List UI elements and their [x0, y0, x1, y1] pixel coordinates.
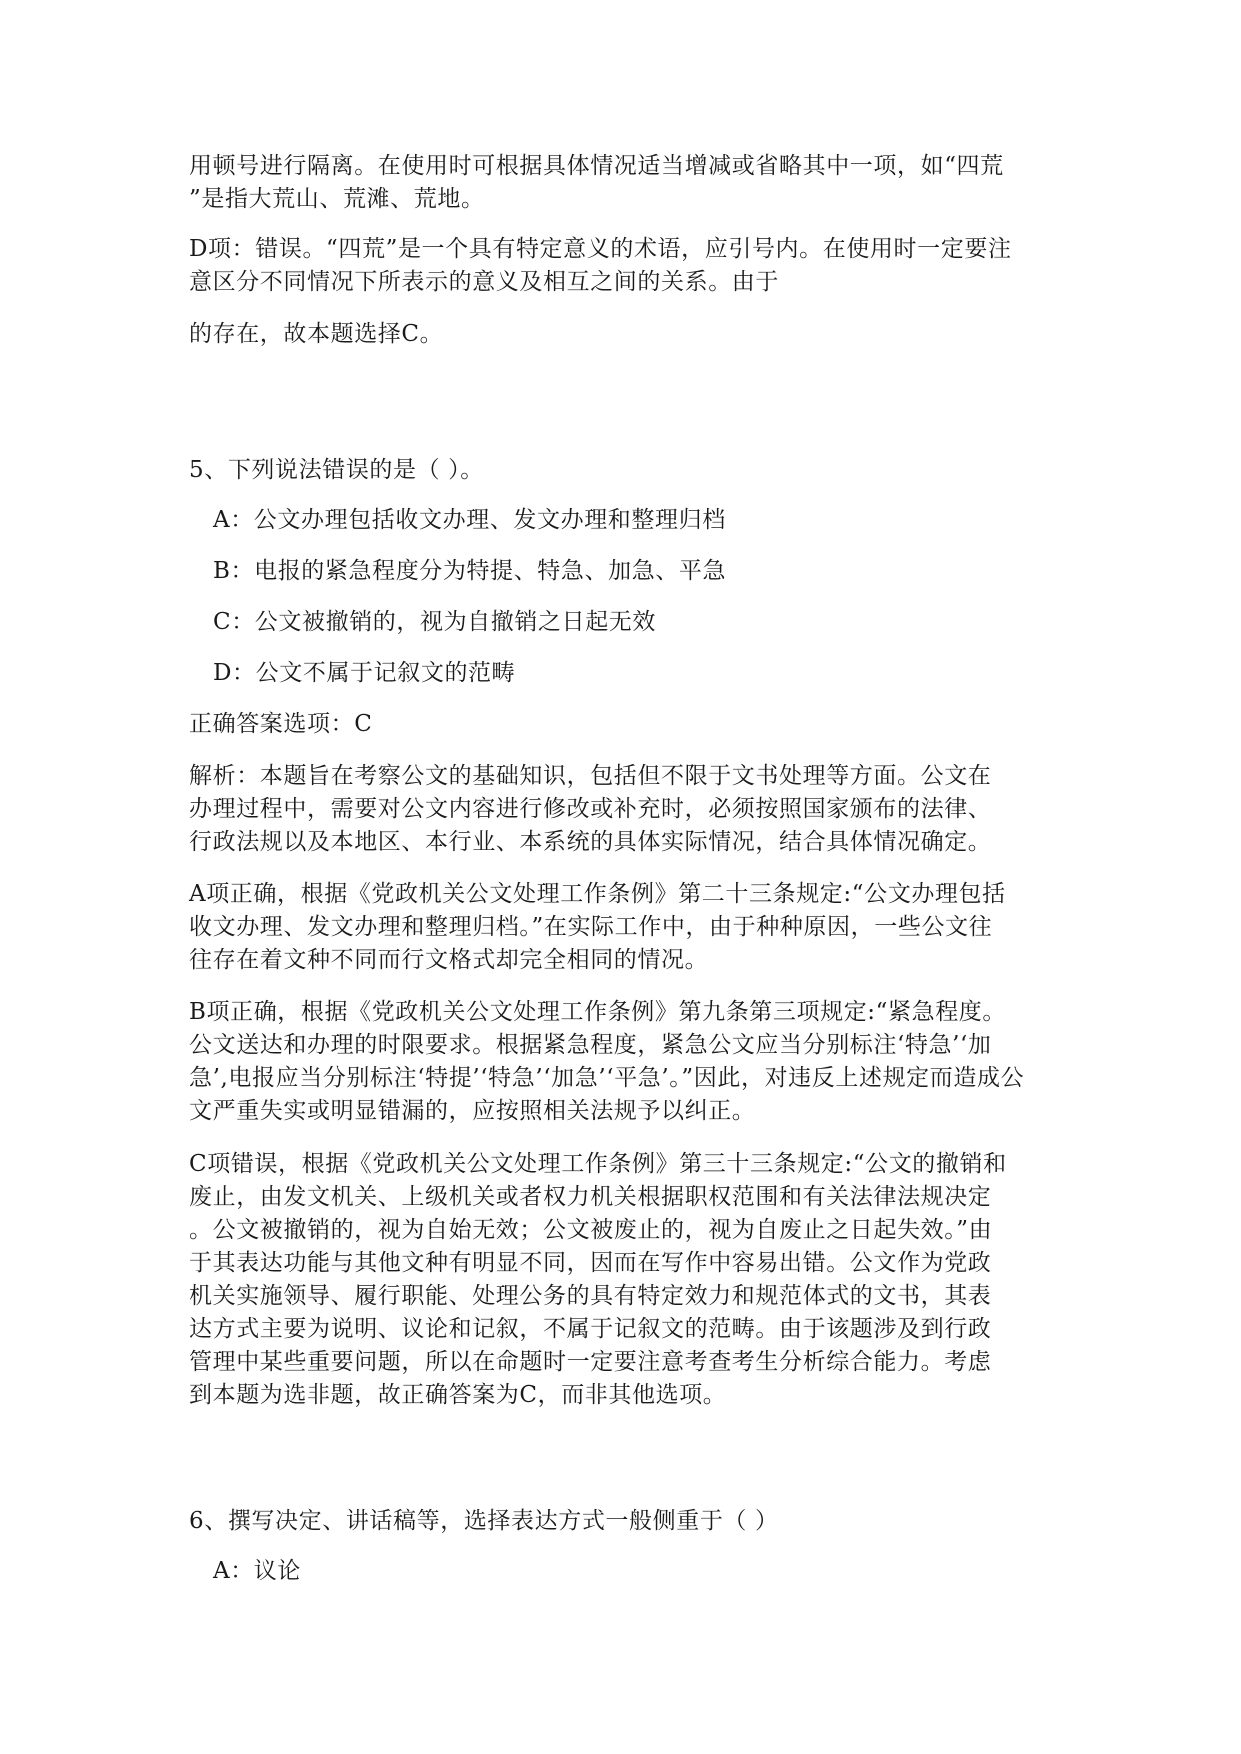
question-5-answer: [189, 708, 1059, 741]
question-text: 6、撰写决定、讲话稿等，选择表达方式一般侧重于（ ）: [189, 1508, 779, 1534]
analysis-paragraph-a: [189, 878, 1059, 977]
paragraph-line: B项正确，根据《党政机关公文处理工作条例》第九条第三项规定:“紧急程度。: [189, 999, 1007, 1025]
paragraph-line: 行政法规以及本地区、本行业、本系统的具体实际情况，结合具体情况确定。: [189, 829, 992, 855]
paragraph-line: 意区分不同情况下所表示的意义及相互之间的关系。由于: [189, 269, 779, 295]
paragraph-line: C项错误，根据《党政机关公文处理工作条例》第三十三条规定:“公文的撤销和: [189, 1151, 1007, 1177]
paragraph-line: 公文送达和办理的时限要求。根据紧急程度，紧急公文应当分别标注‘特急’‘加: [189, 1032, 992, 1058]
paragraph-line: 废止，由发文机关、上级机关或者权力机关根据职权范围和有关法律法规决定: [189, 1184, 992, 1210]
question-6-title: [189, 1505, 1059, 1538]
paragraph-line: 文严重失实或明显错漏的，应按照相关法规予以纠正。: [189, 1098, 756, 1124]
question-5-option-b: B：电报的紧急程度分为特提、特急、加急、平急: [213, 558, 727, 584]
analysis-paragraph-1: [189, 760, 1059, 859]
option-d-explanation: [189, 233, 1059, 299]
analysis-paragraph-c: [189, 1148, 1059, 1412]
paragraph-line: 到本题为选非题，故正确答案为C，而非其他选项。: [189, 1382, 727, 1408]
paragraph-line: 管理中某些重要问题，所以在命题时一定要注意考查考生分析综合能力。考虑: [189, 1349, 992, 1375]
paragraph-line: 往存在着文种不同而行文格式却完全相同的情况。: [189, 947, 709, 973]
paragraph-line: 达方式主要为说明、议论和记叙，不属于记叙文的范畴。由于该题涉及到行政: [189, 1316, 992, 1342]
intro-paragraph: [189, 150, 1059, 216]
paragraph-line: 于其表达功能与其他文种有明显不同，因而在写作中容易出错。公文作为党政: [189, 1250, 992, 1276]
answer-text: 正确答案选项：C: [189, 711, 373, 737]
paragraph-line: ”是指大荒山、荒滩、荒地。: [189, 186, 485, 212]
paragraph-line: D项：错误。“四荒”是一个具有特定意义的术语，应引号内。在使用时一定要注: [189, 236, 1012, 262]
paragraph-line: 的存在，故本题选择C。: [189, 321, 444, 347]
question-text: 5、下列说法错误的是（ ）。: [189, 457, 484, 483]
paragraph-line: A项正确，根据《党政机关公文处理工作条例》第二十三条规定:“公文办理包括: [189, 881, 1006, 907]
question-6-option-a: A：议论: [213, 1558, 302, 1584]
paragraph-line: 。公文被撤销的，视为自始无效；公文被废止的，视为自废止之日起失效。”由: [189, 1217, 993, 1243]
question-5-option-c: C：公文被撤销的，视为自撤销之日起无效: [213, 609, 656, 635]
paragraph-line: 用顿号进行隔离。在使用时可根据具体情况适当增减或省略其中一项，如“四荒: [189, 153, 1004, 179]
conclusion-line: [189, 318, 1059, 351]
question-5-option-a: A：公文办理包括收文办理、发文办理和整理归档: [213, 507, 726, 533]
paragraph-line: 急’,电报应当分别标注‘特提’‘特急’‘加急’‘平急’。”因此，对违反上述规定而造成公: [189, 1065, 1025, 1091]
question-5-option-d: D：公文不属于记叙文的范畴: [213, 660, 516, 686]
analysis-paragraph-b: [189, 996, 1059, 1128]
question-5-title: [189, 454, 1059, 487]
paragraph-line: 机关实施领导、履行职能、处理公务的具有特定效力和规范体式的文书，其表: [189, 1283, 992, 1309]
paragraph-line: 办理过程中，需要对公文内容进行修改或补充时，必须按照国家颁布的法律、: [189, 796, 992, 822]
paragraph-line: 解析：本题旨在考察公文的基础知识，包括但不限于文书处理等方面。公文在: [189, 763, 992, 789]
paragraph-line: 收文办理、发文办理和整理归档。”在实际工作中，由于种种原因，一些公文往: [189, 914, 993, 940]
